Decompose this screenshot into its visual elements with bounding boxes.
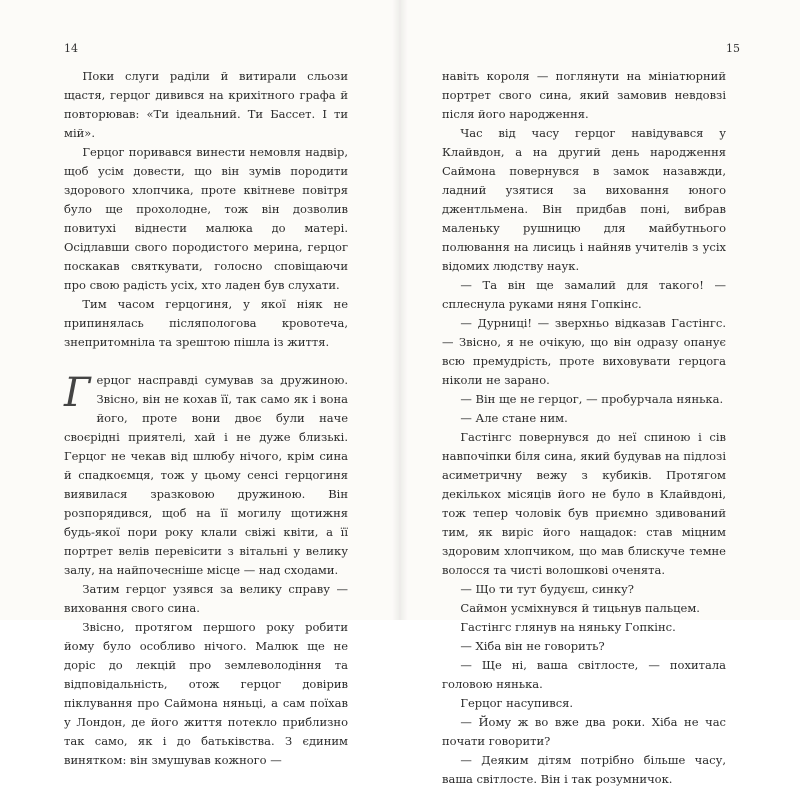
paragraph: Герцог насупився. <box>460 696 574 710</box>
paragraph: Поки слуги раділи й витирали сльози щастя, герцог дивився на крихітного графа й повторював: «Ти ідеальний. Ти Бассет. І ти мій». <box>64 69 348 140</box>
paragraph: Саймон усміхнувся й тицьнув пальцем. <box>460 601 700 615</box>
paragraph: — Ще ні, ваша світлосте, — похитала головою нянька. <box>442 658 726 691</box>
paragraph: — Що ти тут будуєш, синку? <box>460 582 634 596</box>
chapter-section-paragraph <box>64 371 348 580</box>
book-gutter <box>392 0 408 620</box>
drop-cap: Г <box>64 370 91 416</box>
paragraph: — Він ще не герцог, — пробурчала нянька. <box>460 392 724 406</box>
paragraph: — Йому ж во вже два роки. Хіба не час почати говорити? <box>442 715 726 748</box>
paragraph: Звісно, протягом першого року робити йому було особливо нічого. Малюк ще не доріс до лекцій про землеволодіння та відповідальність, отож герцог довірив піклування про Саймона няньці, а сам поїхав у Лондон, де його життя потекло приблизно так само, як і до батьківства. З єдиним винятком: він змушував кожного — <box>64 620 348 767</box>
paragraph: Тим часом герцогиня, у якої ніяк не припинялась післяпологова кровотеча, знепритомніла та зрештою пішла із життя. <box>64 297 348 349</box>
paragraph: навіть короля — поглянути на мініатюрний портрет свого сина, який замовив невдовзі після його народження. <box>442 69 726 121</box>
paragraph: — Дурниці! — зверхньо відказав Гастінгс. — Звісно, я не очікую, що він одразу опанує всю премудрість, проте виховувати герцога ніколи не зарано. <box>442 316 726 387</box>
page-number-right: 15 <box>726 42 740 55</box>
paragraph: Гастінгс глянув на няньку Гопкінс. <box>460 620 676 634</box>
paragraph: — Деяким дітям потрібно більше часу, ваша світлосте. Він і так розумничок. <box>442 753 726 786</box>
paragraph: — Хіба він не говорить? <box>460 639 605 653</box>
paragraph-text: ерцог насправді сумував за дружиною. Звісно, він не кохав її, так само як і вона його, проте вони двоє були наче своєрідні приятелі, хай і не дуже близькі. Герцог не чекав від шлюбу нічого, крім сина й спадкоємця, тож у цьому сенсі герцогиня виявилася зразковою дружиною. Він розпорядився, щоб на її могилу щотижня будь-якої пори року клали свіжі квіти, а її портрет велів перевісити з вітальні у велику залу, на найпочесніше місце — над сходами. <box>64 373 348 577</box>
left-page <box>0 0 400 767</box>
left-page-text <box>64 67 348 770</box>
paragraph: — Та він ще замалий для такого! — сплеснула руками няня Гопкінс. <box>442 278 726 311</box>
paragraph: — Але стане ним. <box>460 411 568 425</box>
paragraph: Час від часу герцог навідувався у Клайвдон, а на другий день народження Саймона повернувся в замок назавжди, ладний узятися за виховання юного джентльмена. Він придбав поні, вибрав маленьку рушницю для майбутнього полювання на лисиць і найняв учителів з усіх відомих людству наук. <box>442 126 726 273</box>
paragraph: Затим герцог узявся за велику справу — виховання свого сина. <box>64 582 348 615</box>
page-number-left: 14 <box>64 42 78 55</box>
right-page-text <box>442 67 726 789</box>
paragraph: Герцог поривався винести немовля надвір, щоб усім довести, що він зумів породити здорового хлопчика, проте квітневе повітря було ще прохолодне, тож він дозволив повитухі віднести малюка до матері. Осідлавши свого породистого мерина, герцог поскакав святкувати, голосно сповіщаючи про свою радість усіх, хто ладен був слухати. <box>64 145 348 292</box>
paragraph: Гастінгс повернувся до неї спиною і сів навпочіпки біля сина, який будував на підлозі асиметричну вежу з кубиків. Протягом декількох місяців його не було в Клайвдоні, тож тепер чоловік був приємно здивований тим, як виріс його нащадок: став міцним здоровим хлопчиком, що мав блискуче темне волосся та чисті волошкові оченята. <box>442 430 726 577</box>
right-page <box>400 0 800 786</box>
